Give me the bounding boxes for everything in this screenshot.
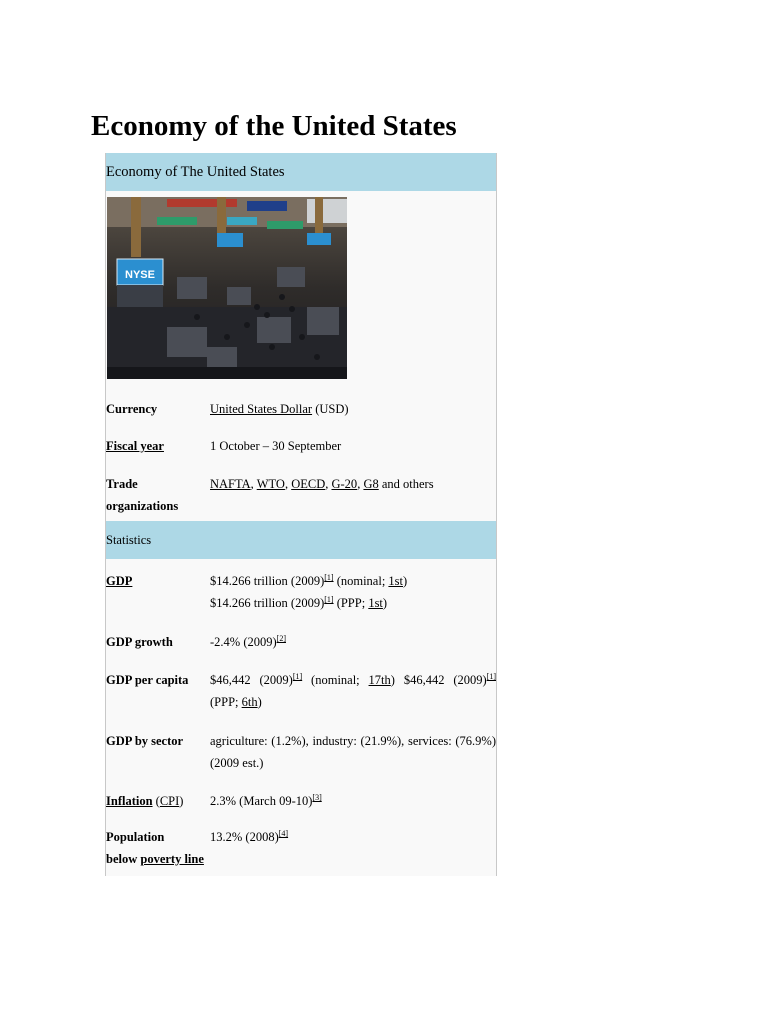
paren-close: ) bbox=[179, 794, 184, 808]
ref-1[interactable]: [1] bbox=[324, 572, 334, 582]
ref-2[interactable]: [2] bbox=[276, 633, 286, 643]
infobox-header: Economy of The United States bbox=[106, 153, 496, 191]
sep: , bbox=[250, 477, 257, 491]
label-population: Population bbox=[106, 830, 165, 844]
link-rank-1st[interactable]: 1st bbox=[388, 574, 404, 588]
label-trade-organizations: Trade organizations bbox=[106, 477, 179, 513]
value-currency bbox=[210, 398, 496, 420]
link-fiscal-year[interactable]: Fiscal year bbox=[106, 439, 164, 453]
link-g20[interactable]: G-20 bbox=[331, 477, 358, 491]
paren-close: ) bbox=[257, 695, 262, 709]
gdp-ppp: $14.266 trillion (2009) bbox=[210, 596, 325, 610]
label-fiscal-year-cell bbox=[106, 435, 206, 457]
infobox bbox=[105, 153, 497, 876]
label-gdp-per-capita: GDP per capita bbox=[106, 673, 189, 687]
statistics-header: Statistics bbox=[106, 521, 496, 559]
value-currency-code: (USD) bbox=[312, 402, 349, 416]
inflation-value: 2.3% (March 09-10) bbox=[210, 794, 313, 808]
label-gdp-by-sector: GDP by sector bbox=[106, 734, 184, 748]
link-g8[interactable]: G8 bbox=[363, 477, 379, 491]
link-gdp[interactable]: GDP bbox=[106, 574, 133, 588]
value-inflation bbox=[210, 790, 496, 812]
link-nafta[interactable]: NAFTA bbox=[210, 477, 251, 491]
ref-1[interactable]: [1] bbox=[324, 594, 334, 604]
label-gdp-cell bbox=[106, 570, 206, 592]
ref-1[interactable]: [1] bbox=[486, 671, 496, 681]
value-gdp-growth bbox=[210, 631, 496, 653]
ref-4[interactable]: [4] bbox=[278, 828, 289, 838]
sep: , bbox=[325, 477, 332, 491]
value-gdp bbox=[210, 570, 496, 614]
nyse-photo-illustration bbox=[107, 197, 347, 379]
label-currency: Currency bbox=[106, 402, 158, 416]
paren-open: ( bbox=[152, 794, 160, 808]
label-inflation-cell bbox=[106, 790, 206, 812]
nyse-sign-text: NYSE bbox=[125, 269, 155, 281]
gdp-nominal: $14.266 trillion (2009) bbox=[210, 574, 325, 588]
label-poverty bbox=[106, 826, 216, 870]
gdp-per-capita-nominal: $46,442 (2009) bbox=[210, 673, 293, 687]
link-wto[interactable]: WTO bbox=[256, 477, 285, 491]
gdp-ppp-mid: (PPP; bbox=[333, 596, 369, 610]
value-poverty bbox=[210, 826, 496, 848]
ref-1[interactable]: [1] bbox=[292, 671, 303, 681]
link-united-states-dollar[interactable]: United States Dollar bbox=[210, 402, 313, 416]
sep: , bbox=[357, 477, 364, 491]
trade-suffix: and others bbox=[378, 477, 434, 491]
link-oecd[interactable]: OECD bbox=[291, 477, 326, 491]
value-fiscal-year: 1 October – 30 September bbox=[210, 439, 342, 453]
sep: , bbox=[284, 477, 292, 491]
gdp-nominal-mid: (nominal; bbox=[333, 574, 389, 588]
link-cpi[interactable]: CPI bbox=[159, 794, 180, 808]
paren-close: ) bbox=[382, 596, 388, 610]
link-poverty-line[interactable]: poverty line bbox=[140, 852, 204, 866]
label-gdp-growth: GDP growth bbox=[106, 635, 173, 649]
value-gdp-by-sector: agriculture: (1.2%), industry: (21.9%), services: (76.9%) (2009 est.) bbox=[210, 734, 496, 770]
poverty-value: 13.2% (2008) bbox=[210, 830, 279, 844]
link-rank-6th[interactable]: 6th bbox=[241, 695, 258, 709]
gdp-per-capita-mid1: (nominal; bbox=[302, 673, 369, 687]
paren-close: ) bbox=[403, 574, 408, 588]
gdp-per-capita-mid2: (PPP; bbox=[210, 695, 242, 709]
link-rank-17th[interactable]: 17th bbox=[368, 673, 391, 687]
nyse-trading-floor-photo bbox=[107, 197, 347, 379]
page-title: Economy of the United States bbox=[91, 110, 457, 142]
gdp-per-capita-ppp: ) $46,442 (2009) bbox=[390, 673, 487, 687]
link-rank-1st[interactable]: 1st bbox=[368, 596, 383, 610]
gdp-growth-value: -2.4% (2009) bbox=[210, 635, 277, 649]
value-trade-organizations bbox=[210, 473, 496, 495]
ref-3[interactable]: [3] bbox=[312, 792, 322, 802]
link-inflation[interactable]: Inflation bbox=[106, 794, 153, 808]
label-below: below bbox=[106, 852, 141, 866]
value-gdp-per-capita bbox=[210, 669, 496, 713]
